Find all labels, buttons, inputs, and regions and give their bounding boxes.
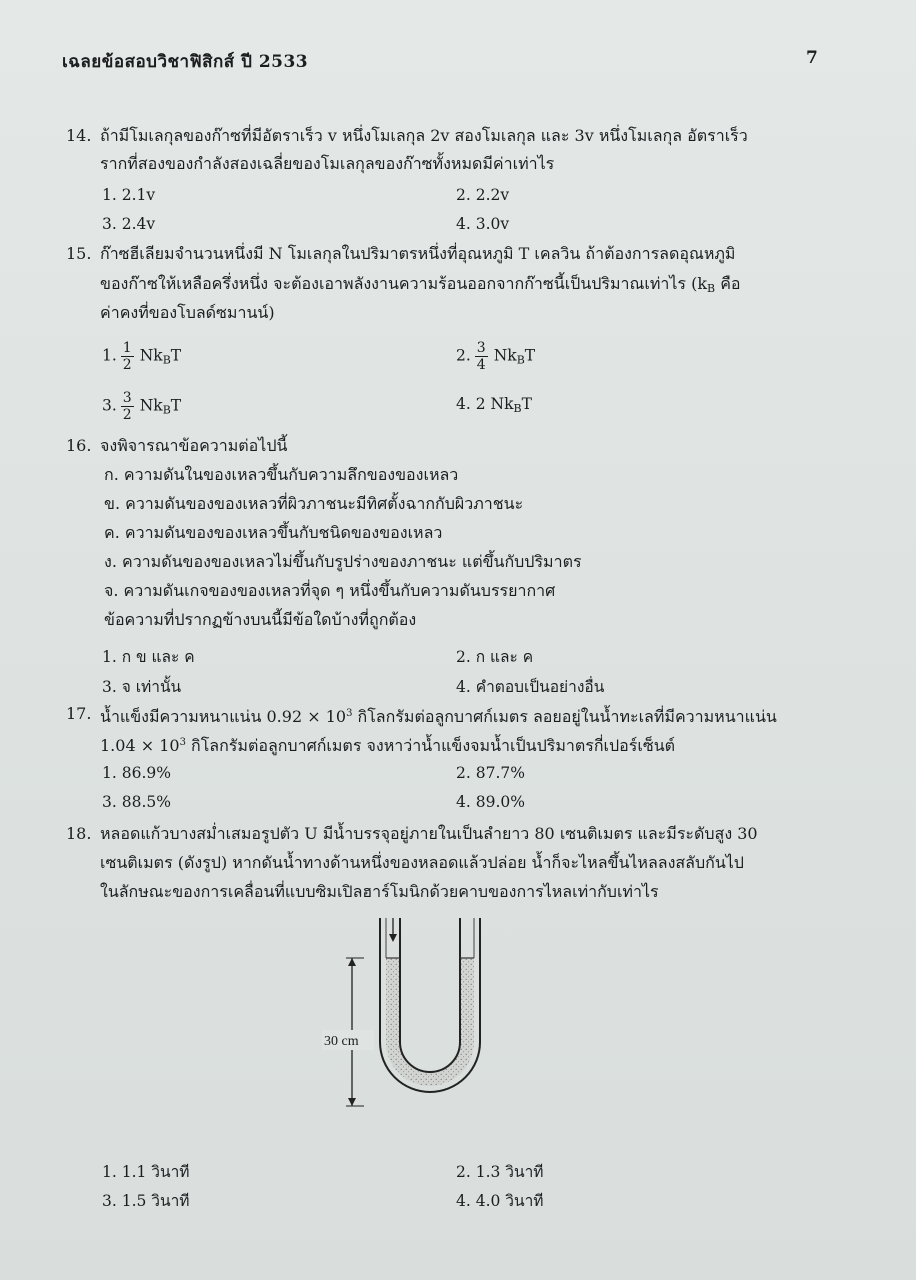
question-16-intro: จงพิจารณาข้อความต่อไปนี้ (100, 436, 288, 455)
question-17-text-line2: $1.04 \times 10^3$ กิโลกรัมต่อลูกบาศก์เมตร จงหาว่าน้ำแข็งจมน้ำเป็นปริมาตรกี่เปอร์เซ็นต์ (100, 736, 676, 755)
figure-height-label: 30 cm (324, 1034, 359, 1049)
question-14-option-1: 1. 2.1v (102, 186, 156, 204)
question-16-statement-a: ก. ความดันในของเหลวขึ้นกับความลึกของของเหลว (104, 465, 459, 484)
question-18-option-2: 2. 1.3 วินาที (456, 1163, 544, 1181)
question-17-number: 17. (66, 704, 92, 723)
question-17-option-1: 1. 86.9% (102, 764, 171, 782)
question-16-option-2: 2. ก และ ค (456, 648, 534, 666)
question-18-number: 18. (66, 824, 92, 843)
question-17-option-3: 3. 88.5% (102, 793, 171, 811)
question-16-number: 16. (66, 436, 92, 455)
question-15-text-line2: ของก๊าซให้เหลือครึ่งหนึ่ง จะต้องเอาพลังงานความร้อนออกจากก๊าซนี้เป็นปริมาณเท่าไร ($k_B$ คือ (100, 274, 741, 295)
question-15-option-4: 4. 2 $Nk_BT$ (456, 395, 532, 415)
push-arrow-icon (389, 918, 397, 942)
question-15-option-3: 3. $\frac{3}{2}$ $Nk_BT$ (102, 390, 182, 423)
page-number: 7 (806, 48, 818, 68)
question-15-text-line3: ค่าคงที่ของโบลด์ซมานน์) (100, 303, 275, 322)
question-16-question: ข้อความที่ปรากฏข้างบนนี้มีข้อใดบ้างที่ถูกต้อง (104, 610, 417, 629)
question-17-option-4: 4. 89.0% (456, 793, 525, 811)
question-18-option-4: 4. 4.0 วินาที (456, 1192, 544, 1210)
question-14-text-line1: ถ้ามีโมเลกุลของก๊าซที่มีอัตราเร็ว v หนึ่งโมเลกุล 2v สองโมเลกุล และ 3v หนึ่งโมเลกุล อัตราเร็ว (100, 126, 748, 145)
question-16-option-1: 1. ก ข และ ค (102, 648, 195, 666)
question-17-text-line1: น้ำแข็งมีความหนาแน่น $0.92 \times 10^3$ กิโลกรัมต่อลูกบาศก์เมตร ลอยอยู่ในน้ำทะเลที่มีความหนาแน่น (100, 707, 777, 726)
question-16-statement-c: ค. ความดันของของเหลวขึ้นกับชนิดของของเหลว (104, 523, 443, 542)
u-tube-figure (320, 918, 500, 1114)
question-18-text-line2: เซนติเมตร (ดังรูป) หากดันน้ำทางด้านหนึ่งของหลอดแล้วปล่อย น้ำก็จะไหลขึ้นไหลลงสลับกันไป (100, 853, 744, 872)
question-14-option-3: 3. 2.4v (102, 215, 156, 233)
question-16-option-3: 3. จ เท่านั้น (102, 678, 182, 696)
question-15-option-2: 2. $\frac{3}{4}$ $Nk_BT$ (456, 340, 536, 373)
question-15-text-line1: ก๊าซฮีเลียมจำนวนหนึ่งมี N โมเลกุลในปริมาตรหนึ่งที่อุณหภูมิ T เคลวิน ถ้าต้องการลดอุณหภูมิ (100, 244, 736, 263)
question-18-option-3: 3. 1.5 วินาที (102, 1192, 190, 1210)
question-17-option-2: 2. 87.7% (456, 764, 525, 782)
question-14-option-2: 2. 2.2v (456, 186, 510, 204)
question-16-statement-b: ข. ความดันของของเหลวที่ผิวภาชนะมีทิศตั้งฉากกับผิวภาชนะ (104, 494, 524, 513)
question-14-number: 14. (66, 126, 92, 145)
question-16-option-4: 4. คำตอบเป็นอย่างอื่น (456, 678, 605, 696)
u-tube-diagram (320, 918, 500, 1114)
question-18-text-line3: ในลักษณะของการเคลื่อนที่แบบซิมเปิลฮาร์โมนิกด้วยคาบของการไหลเท่ากับเท่าไร (100, 882, 659, 901)
question-16-statement-e: จ. ความดันเกจของของเหลวที่จุด ๆ หนึ่งขึ้นกับความดันบรรยากาศ (104, 581, 556, 600)
page-header-title: เฉลยข้อสอบวิชาฟิสิกส์ ปี 2533 (62, 52, 309, 72)
u-tube-inner-wall (400, 918, 460, 1072)
question-16-statement-d: ง. ความดันของของเหลวไม่ขึ้นกับรูปร่างของภาชนะ แต่ขึ้นกับปริมาตร (104, 552, 582, 571)
question-15-option-1: 1. $\frac{1}{2}$ $Nk_BT$ (102, 340, 182, 373)
question-14-text-line2: รากที่สองของกำลังสองเฉลี่ยของโมเลกุลของก๊าซทั้งหมดมีค่าเท่าไร (100, 154, 555, 173)
question-14-option-4: 4. 3.0v (456, 215, 510, 233)
question-18-option-1: 1. 1.1 วินาที (102, 1163, 190, 1181)
question-18-text-line1: หลอดแก้วบางสม่ำเสมอรูปตัว U มีน้ำบรรจุอยู่ภายในเป็นลำยาว 80 เซนติเมตร และมีระดับสูง 30 (100, 824, 758, 843)
question-15-number: 15. (66, 244, 92, 263)
